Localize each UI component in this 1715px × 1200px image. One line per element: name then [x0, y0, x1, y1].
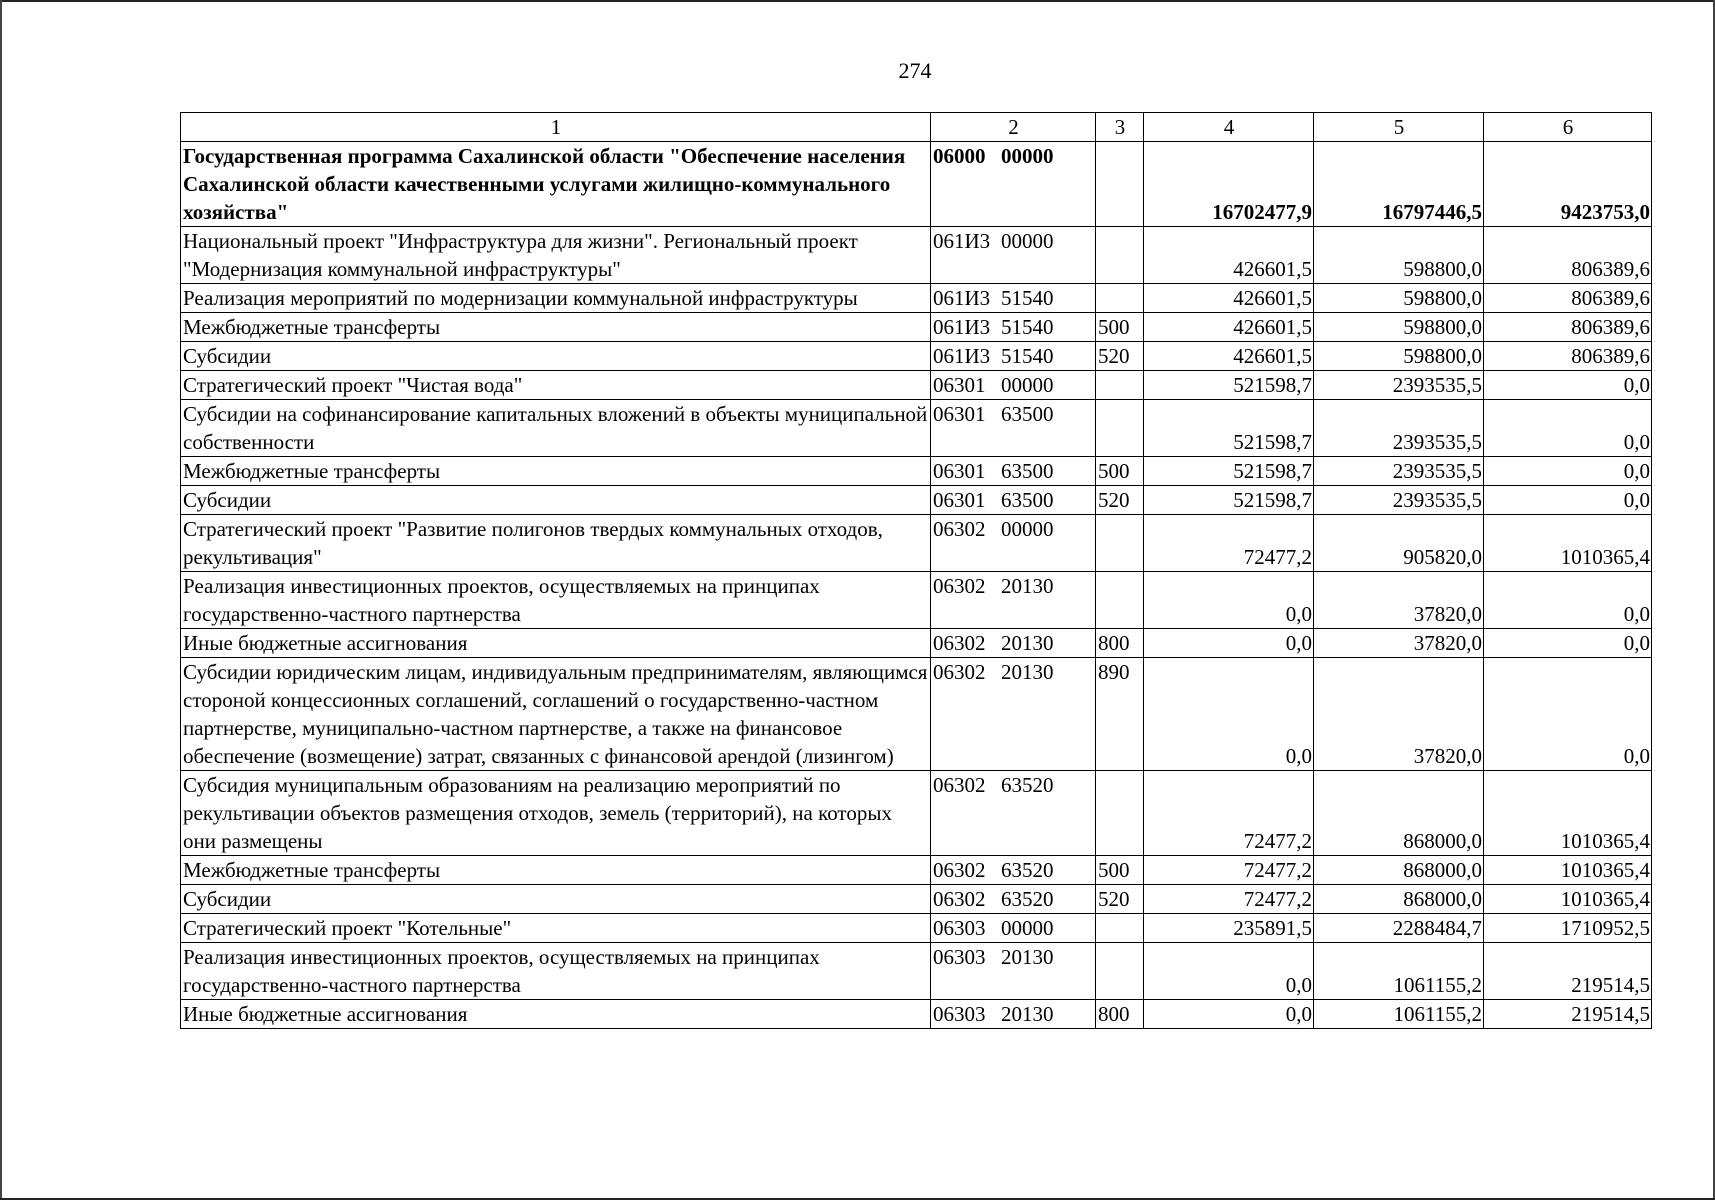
direction-code: 00000: [1001, 916, 1054, 940]
amount-col5-cell: 2393535,5: [1314, 371, 1484, 400]
row-name-cell: Субсидии: [181, 486, 931, 515]
program-code: 06302: [933, 858, 986, 882]
table-row: [181, 629, 1652, 658]
amount-col4-cell: 0,0: [1144, 572, 1314, 629]
program-code: 06301: [933, 459, 986, 483]
amount-col6-cell: 1010365,4: [1484, 885, 1652, 914]
amount-col5-cell: 2393535,5: [1314, 457, 1484, 486]
direction-code: 63500: [1001, 459, 1054, 483]
amount-col4-cell: 0,0: [1144, 629, 1314, 658]
amount-col4-cell: 0,0: [1144, 658, 1314, 771]
direction-code: 00000: [1001, 229, 1054, 253]
table-row: [181, 943, 1652, 1000]
row-name-cell: Реализация инвестиционных проектов, осуществляемых на принципах государственно-частного партнерства: [181, 572, 931, 629]
program-code: 06302: [933, 887, 986, 911]
row-name-cell: Реализация мероприятий по модернизации коммунальной инфраструктуры: [181, 284, 931, 313]
amount-col4-cell: 521598,7: [1144, 371, 1314, 400]
program-code: 061И3: [933, 344, 991, 368]
program-code: 061И3: [933, 315, 991, 339]
amount-col4-cell: 0,0: [1144, 1000, 1314, 1029]
row-name-cell: Национальный проект "Инфраструктура для жизни". Региональный проект "Модернизация коммунальной инфраструктуры": [181, 227, 931, 284]
table-row: [181, 227, 1652, 284]
amount-col4-cell: 72477,2: [1144, 885, 1314, 914]
table-row: [181, 284, 1652, 313]
row-name-cell: Стратегический проект "Развитие полигонов твердых коммунальных отходов, рекультивация": [181, 515, 931, 572]
program-code: 06302: [933, 574, 986, 598]
amount-col4-cell: 235891,5: [1144, 914, 1314, 943]
row-name-cell: Субсидии юридическим лицам, индивидуальным предпринимателям, являющимся стороной концессионных соглашений, соглашений о государственно-частном партнерстве, муниципально-частном партнерстве, а также на финансовое обеспечение (возмещение) затрат, связанных с финансовой арендой (лизингом): [181, 658, 931, 771]
amount-col6-cell: 0,0: [1484, 457, 1652, 486]
direction-code: 63520: [1001, 887, 1054, 911]
column-header: 1: [181, 113, 931, 142]
table-row: [181, 313, 1652, 342]
expense-type-cell: [1096, 227, 1144, 284]
row-code-cell: [931, 400, 1096, 457]
amount-col4-cell: 426601,5: [1144, 284, 1314, 313]
table-row: [181, 342, 1652, 371]
direction-code: 63520: [1001, 773, 1054, 797]
amount-col5-cell: 37820,0: [1314, 658, 1484, 771]
row-code-cell: [931, 486, 1096, 515]
amount-col6-cell: 1010365,4: [1484, 515, 1652, 572]
column-header: 2: [931, 113, 1096, 142]
amount-col4-cell: 426601,5: [1144, 342, 1314, 371]
row-name-cell: Стратегический проект "Котельные": [181, 914, 931, 943]
direction-code: 00000: [1001, 517, 1054, 541]
expense-type-cell: [1096, 284, 1144, 313]
table-row: [181, 515, 1652, 572]
expense-type-cell: 800: [1096, 629, 1144, 658]
row-code-cell: [931, 371, 1096, 400]
direction-code: 51540: [1001, 344, 1054, 368]
expense-type-cell: 520: [1096, 342, 1144, 371]
amount-col4-cell: 521598,7: [1144, 486, 1314, 515]
expense-type-cell: [1096, 914, 1144, 943]
row-code-cell: [931, 227, 1096, 284]
amount-col5-cell: 37820,0: [1314, 629, 1484, 658]
amount-col5-cell: 16797446,5: [1314, 142, 1484, 227]
amount-col4-cell: 72477,2: [1144, 771, 1314, 856]
row-code-cell: [931, 629, 1096, 658]
column-header: 6: [1484, 113, 1652, 142]
direction-code: 20130: [1001, 631, 1054, 655]
amount-col6-cell: 0,0: [1484, 572, 1652, 629]
direction-code: 00000: [1001, 373, 1054, 397]
row-name-cell: Иные бюджетные ассигнования: [181, 629, 931, 658]
direction-code: 63500: [1001, 488, 1054, 512]
row-code-cell: [931, 457, 1096, 486]
row-code-cell: [931, 771, 1096, 856]
direction-code: 51540: [1001, 315, 1054, 339]
program-code: 06301: [933, 488, 986, 512]
row-code-cell: [931, 658, 1096, 771]
amount-col4-cell: 72477,2: [1144, 856, 1314, 885]
amount-col4-cell: 0,0: [1144, 943, 1314, 1000]
direction-code: 20130: [1001, 574, 1054, 598]
table-row: [181, 572, 1652, 629]
table-row: [181, 371, 1652, 400]
row-code-cell: [931, 284, 1096, 313]
row-code-cell: [931, 342, 1096, 371]
page-number: 274: [898, 58, 932, 83]
program-code: 06303: [933, 916, 986, 940]
program-code: 06302: [933, 660, 986, 684]
row-code-cell: [931, 943, 1096, 1000]
column-header: 3: [1096, 113, 1144, 142]
row-code-cell: [931, 142, 1096, 227]
row-code-cell: [931, 572, 1096, 629]
expense-type-cell: 500: [1096, 313, 1144, 342]
row-code-cell: [931, 1000, 1096, 1029]
amount-col4-cell: 521598,7: [1144, 457, 1314, 486]
expense-type-cell: [1096, 515, 1144, 572]
amount-col6-cell: 0,0: [1484, 486, 1652, 515]
program-code: 06303: [933, 945, 986, 969]
row-name-cell: Межбюджетные трансферты: [181, 856, 931, 885]
direction-code: 20130: [1001, 945, 1054, 969]
program-code: 061И3: [933, 229, 991, 253]
expense-type-cell: 500: [1096, 856, 1144, 885]
row-name-cell: Субсидии: [181, 342, 931, 371]
table-row: [181, 771, 1652, 856]
amount-col6-cell: 806389,6: [1484, 284, 1652, 313]
table-row: [181, 885, 1652, 914]
amount-col4-cell: 16702477,9: [1144, 142, 1314, 227]
amount-col4-cell: 426601,5: [1144, 313, 1314, 342]
program-code: 06302: [933, 631, 986, 655]
amount-col6-cell: 9423753,0: [1484, 142, 1652, 227]
amount-col6-cell: 0,0: [1484, 629, 1652, 658]
program-code: 06302: [933, 517, 986, 541]
expense-type-cell: [1096, 943, 1144, 1000]
amount-col5-cell: 598800,0: [1314, 227, 1484, 284]
amount-col6-cell: 0,0: [1484, 371, 1652, 400]
expense-type-cell: [1096, 142, 1144, 227]
expense-type-cell: [1096, 572, 1144, 629]
direction-code: 20130: [1001, 1002, 1054, 1026]
amount-col6-cell: 1010365,4: [1484, 771, 1652, 856]
expense-type-cell: [1096, 771, 1144, 856]
amount-col5-cell: 2393535,5: [1314, 400, 1484, 457]
expense-type-cell: 520: [1096, 486, 1144, 515]
amount-col6-cell: 0,0: [1484, 400, 1652, 457]
program-code: 061И3: [933, 286, 991, 310]
expense-type-cell: 520: [1096, 885, 1144, 914]
row-name-cell: Иные бюджетные ассигнования: [181, 1000, 931, 1029]
amount-col6-cell: 806389,6: [1484, 313, 1652, 342]
expense-type-cell: 800: [1096, 1000, 1144, 1029]
row-name-cell: Субсидии на софинансирование капитальных вложений в объекты муниципальной собственности: [181, 400, 931, 457]
amount-col4-cell: 426601,5: [1144, 227, 1314, 284]
table-row: [181, 142, 1652, 227]
amount-col4-cell: 72477,2: [1144, 515, 1314, 572]
row-name-cell: Межбюджетные трансферты: [181, 457, 931, 486]
row-name-cell: Реализация инвестиционных проектов, осуществляемых на принципах государственно-частного партнерства: [181, 943, 931, 1000]
amount-col6-cell: 0,0: [1484, 658, 1652, 771]
table-row: [181, 486, 1652, 515]
row-name-cell: Субсидии: [181, 885, 931, 914]
expense-type-cell: 500: [1096, 457, 1144, 486]
row-name-cell: Стратегический проект "Чистая вода": [181, 371, 931, 400]
row-code-cell: [931, 885, 1096, 914]
row-code-cell: [931, 914, 1096, 943]
table-header-row: [181, 113, 1652, 142]
amount-col5-cell: 37820,0: [1314, 572, 1484, 629]
amount-col5-cell: 598800,0: [1314, 313, 1484, 342]
amount-col4-cell: 521598,7: [1144, 400, 1314, 457]
amount-col6-cell: 219514,5: [1484, 1000, 1652, 1029]
expense-type-cell: 890: [1096, 658, 1144, 771]
direction-code: 63520: [1001, 858, 1054, 882]
table-row: [181, 856, 1652, 885]
row-code-cell: [931, 856, 1096, 885]
column-header: 5: [1314, 113, 1484, 142]
table-row: [181, 400, 1652, 457]
budget-table: [180, 112, 1652, 1029]
amount-col6-cell: 1010365,4: [1484, 856, 1652, 885]
amount-col6-cell: 806389,6: [1484, 227, 1652, 284]
expense-type-cell: [1096, 371, 1144, 400]
table-row: [181, 914, 1652, 943]
table-row: [181, 658, 1652, 771]
row-name-cell: Государственная программа Сахалинской области "Обеспечение населения Сахалинской области качественными услугами жилищно-коммунального хозяйства": [181, 142, 931, 227]
amount-col5-cell: 868000,0: [1314, 771, 1484, 856]
amount-col5-cell: 868000,0: [1314, 856, 1484, 885]
table-row: [181, 1000, 1652, 1029]
row-name-cell: Межбюджетные трансферты: [181, 313, 931, 342]
program-code: 06302: [933, 773, 986, 797]
table-row: [181, 457, 1652, 486]
amount-col6-cell: 806389,6: [1484, 342, 1652, 371]
amount-col5-cell: 868000,0: [1314, 885, 1484, 914]
column-header: 4: [1144, 113, 1314, 142]
program-code: 06301: [933, 373, 986, 397]
row-name-cell: Субсидия муниципальным образованиям на реализацию мероприятий по рекультивации объектов размещения отходов, земель (территорий), на которых они размещены: [181, 771, 931, 856]
direction-code: 63500: [1001, 402, 1054, 426]
amount-col5-cell: 905820,0: [1314, 515, 1484, 572]
row-code-cell: [931, 515, 1096, 572]
amount-col5-cell: 2288484,7: [1314, 914, 1484, 943]
amount-col5-cell: 2393535,5: [1314, 486, 1484, 515]
program-code: 06301: [933, 402, 986, 426]
expense-type-cell: [1096, 400, 1144, 457]
direction-code: 20130: [1001, 660, 1054, 684]
scan-edge-left: [0, 0, 2, 1200]
amount-col6-cell: 219514,5: [1484, 943, 1652, 1000]
scan-edge-top: [0, 0, 1715, 2]
program-code: 06000: [933, 144, 986, 168]
row-code-cell: [931, 313, 1096, 342]
program-code: 06303: [933, 1002, 986, 1026]
amount-col6-cell: 1710952,5: [1484, 914, 1652, 943]
amount-col5-cell: 598800,0: [1314, 342, 1484, 371]
amount-col5-cell: 1061155,2: [1314, 943, 1484, 1000]
amount-col5-cell: 1061155,2: [1314, 1000, 1484, 1029]
direction-code: 00000: [1001, 144, 1054, 168]
direction-code: 51540: [1001, 286, 1054, 310]
amount-col5-cell: 598800,0: [1314, 284, 1484, 313]
